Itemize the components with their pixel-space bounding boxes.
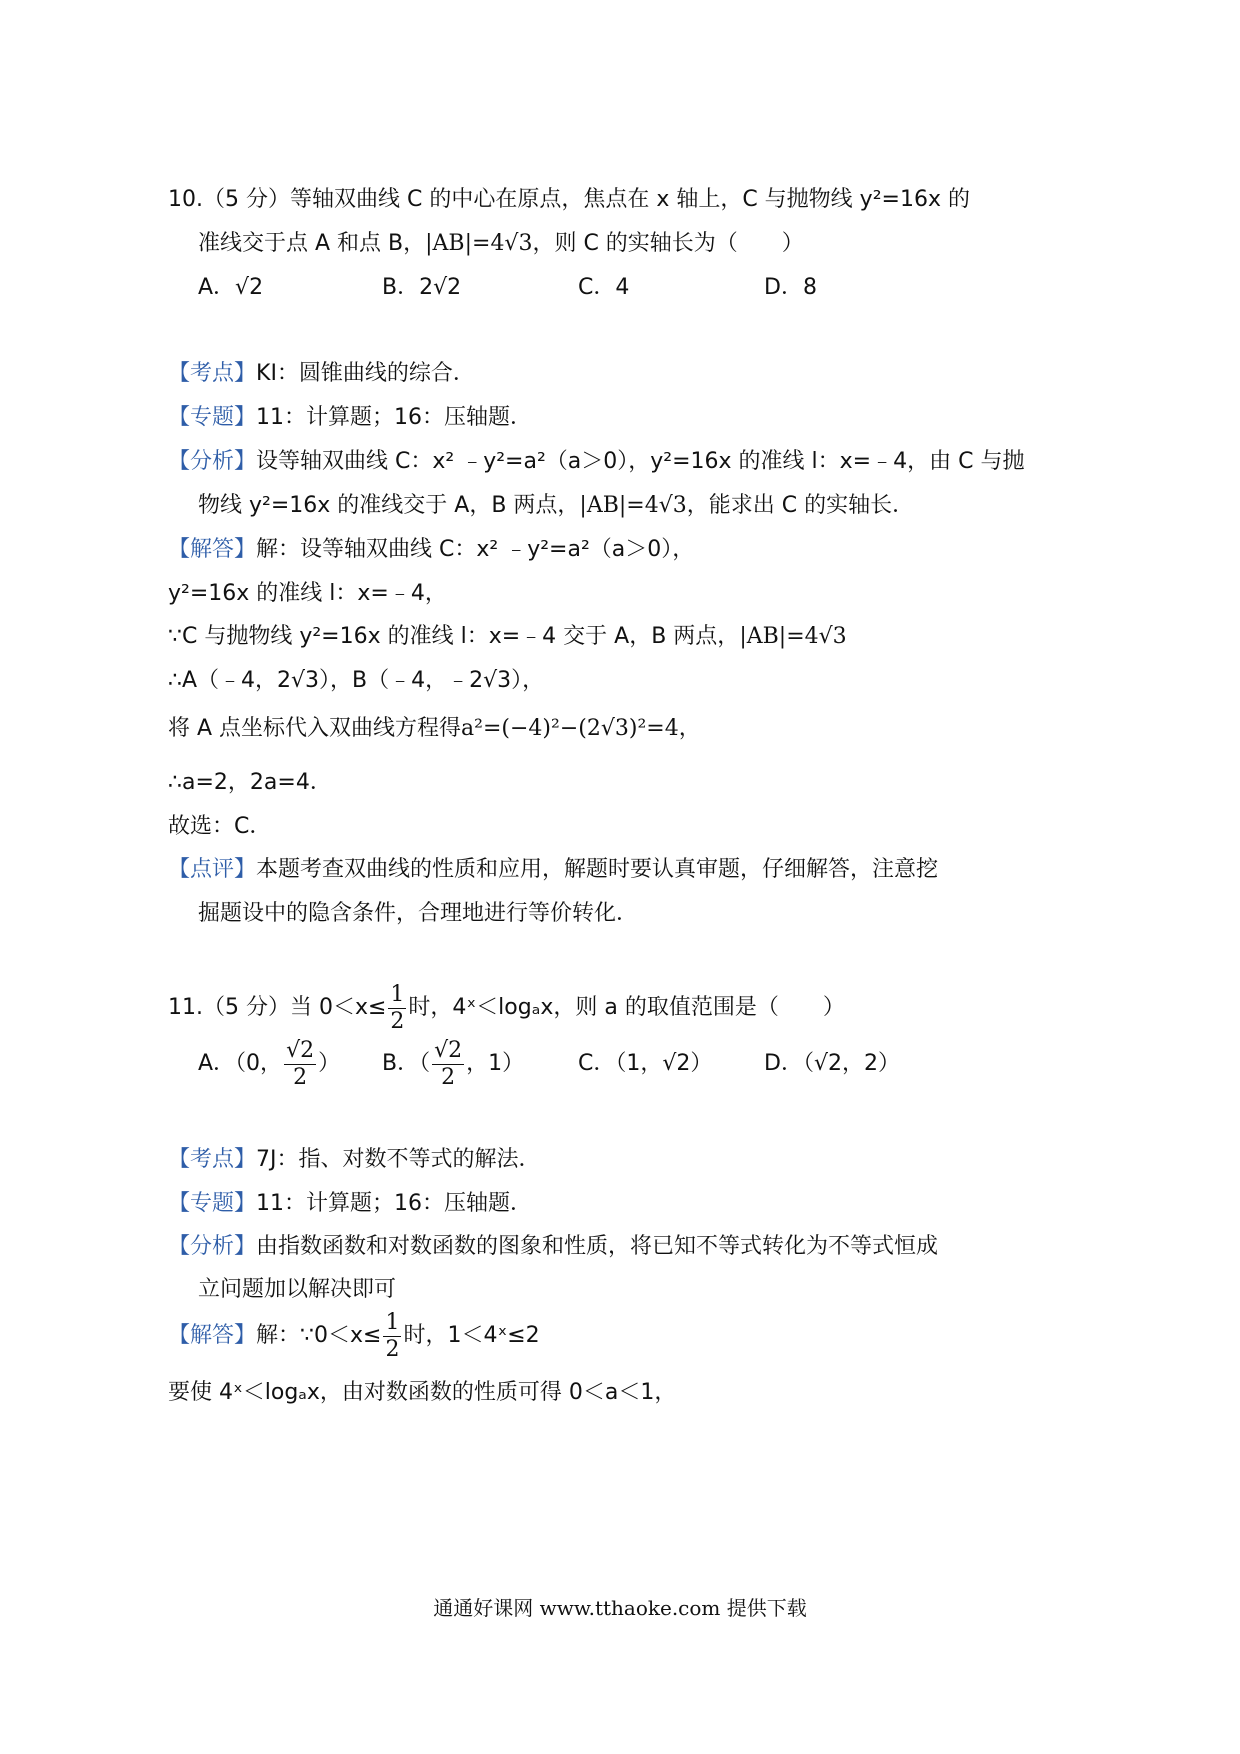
q10-dianping-line1 [168, 854, 938, 886]
q11-option-b-den: 2 [441, 1064, 456, 1090]
q11-kaodian [168, 1144, 541, 1176]
q10-option-d: D．8 [764, 275, 817, 300]
page-footer: 通通好课网 www.tthaoke.com 提供下载 [433, 1596, 807, 1620]
q11-jieda-text-b: 时，1＜4ˣ≤2 [403, 1323, 540, 1348]
q11-fenxi-line1 [168, 1231, 938, 1263]
q11-kaodian-tag: 【考点】 [168, 1147, 257, 1172]
q10-solution-text5a: 将 A 点坐标代入双曲线方程得 [168, 716, 462, 741]
q10-fenxi-text1: 设等轴双曲线 C：x² ﹣y²=a²（a＞0），y²=16x 的准线 l：x=﹣4，由 C 与抛 [256, 449, 1025, 474]
q11-solution-line2: 要使 4ˣ＜logₐx，由对数函数的性质可得 0＜a＜1， [168, 1380, 677, 1405]
q11-option-a-den: 2 [293, 1064, 308, 1090]
q10-solution-text3a: ∵C 与抛物线 y²=16x 的准线 l：x=﹣4 交于 A，B 两点， [168, 624, 740, 649]
q10-stem-line1: 10.（5 分）等轴双曲线 C 的中心在原点，焦点在 x 轴上，C 与抛物线 y²=16x 的 [168, 187, 970, 212]
q10-fenxi-line1 [168, 446, 1024, 478]
q11-option-b-fraction [432, 1038, 464, 1091]
q10-dianping-text1: 本题考查双曲线的性质和应用，解题时要认真审题，仔细解答，注意挖 [256, 857, 939, 882]
q10-solution-line4: ∴A（﹣4，2√3），B（﹣4，﹣2√3）， [168, 668, 545, 693]
q10-solution-equation: a²=(−4)²−(2√3)²=4， [461, 716, 701, 741]
q10-stem-text-a: 准线交于点 A 和点 B， [198, 231, 426, 256]
q10-fenxi-ab: |AB|=4√3 [579, 493, 687, 518]
q11-fenxi-line2: 立问题加以解决即可 [198, 1277, 397, 1302]
q10-option-b: B．2√2 [382, 275, 462, 300]
q11-option-a [198, 1036, 340, 1092]
q11-zhuanti [168, 1188, 532, 1220]
q11-option-b-close: ，1） [466, 1051, 525, 1076]
q10-option-c: C．4 [578, 275, 630, 300]
q11-fenxi-tag: 【分析】 [168, 1234, 257, 1259]
q11-option-a-num: √2 [286, 1037, 315, 1063]
q10-fenxi-text2a: 物线 y²=16x 的准线交于 A，B 两点， [198, 493, 580, 518]
q10-kaodian-tag: 【考点】 [168, 361, 257, 386]
q11-stem-text-b: 时，4ˣ＜logₐx，则 a 的取值范围是（ ） [408, 995, 845, 1020]
q10-jieda-tag: 【解答】 [168, 537, 257, 562]
q10-fenxi-line2 [198, 490, 914, 522]
q11-option-a-fraction [284, 1038, 316, 1091]
q10-kaodian-text: KI：圆锥曲线的综合． [256, 361, 475, 386]
q10-solution-ab: |AB|=4√3 [739, 624, 847, 649]
q11-fenxi-text1: 由指数函数和对数函数的图象和性质，将已知不等式转化为不等式恒成 [256, 1234, 939, 1259]
q11-stem-frac-num: 1 [390, 981, 405, 1007]
q11-kaodian-text: 7J：指、对数不等式的解法． [256, 1147, 541, 1172]
q10-dianping-line2: 掘题设中的隐含条件，合理地进行等价转化． [198, 901, 639, 926]
q10-dianping-tag: 【点评】 [168, 857, 257, 882]
q10-solution-line7: 故选：C． [168, 814, 272, 839]
q11-stem-line1 [168, 980, 845, 1036]
q11-stem-fraction [388, 982, 406, 1035]
q11-option-b-open: B．（ [382, 1051, 431, 1076]
q11-option-a-open: A．（0， [198, 1051, 283, 1076]
q11-zhuanti-text: 11：计算题；16：压轴题． [256, 1191, 533, 1216]
q10-stem-text-c: ，则 C 的实轴长为（ ） [532, 231, 804, 256]
q10-zhuanti-tag: 【专题】 [168, 405, 257, 430]
q10-jieda-text1: 解：设等轴双曲线 C：x² ﹣y²=a²（a＞0）， [256, 537, 695, 562]
q10-ab-length: |AB|=4√3 [425, 231, 533, 256]
q11-zhuanti-tag: 【专题】 [168, 1191, 257, 1216]
q10-option-a: A．√2 [198, 275, 264, 300]
q11-stem-text-a: 11.（5 分）当 0＜x≤ [168, 995, 387, 1020]
q10-jieda-line1 [168, 534, 694, 566]
q11-option-a-close: ） [318, 1051, 341, 1076]
q11-jieda-tag: 【解答】 [168, 1323, 257, 1348]
q11-jieda-frac-num: 1 [385, 1309, 400, 1335]
q10-stem-line2 [198, 228, 804, 260]
q11-option-c: C．（1，√2） [578, 1051, 713, 1076]
q10-fenxi-text2c: ，能求出 C 的实轴长． [686, 493, 915, 518]
q11-stem-frac-den: 2 [390, 1008, 405, 1034]
q10-kaodian [168, 358, 475, 390]
q11-jieda-line1 [168, 1308, 540, 1364]
q10-solution-line2: y²=16x 的准线 l：x=﹣4， [168, 581, 447, 606]
q11-option-b [382, 1036, 524, 1092]
q11-option-d: D．（√2，2） [764, 1051, 900, 1076]
q10-zhuanti-text: 11：计算题；16：压轴题． [256, 405, 533, 430]
q10-fenxi-tag: 【分析】 [168, 449, 257, 474]
q10-zhuanti [168, 402, 532, 434]
q10-solution-line5 [168, 713, 701, 745]
q11-jieda-fraction [383, 1310, 401, 1363]
q10-solution-line6: ∴a=2，2a=4． [168, 770, 332, 795]
q11-option-b-num: √2 [434, 1037, 463, 1063]
q10-solution-line3 [168, 621, 847, 653]
q11-jieda-frac-den: 2 [385, 1336, 400, 1362]
q11-jieda-text-a: 解：∵0＜x≤ [256, 1323, 382, 1348]
